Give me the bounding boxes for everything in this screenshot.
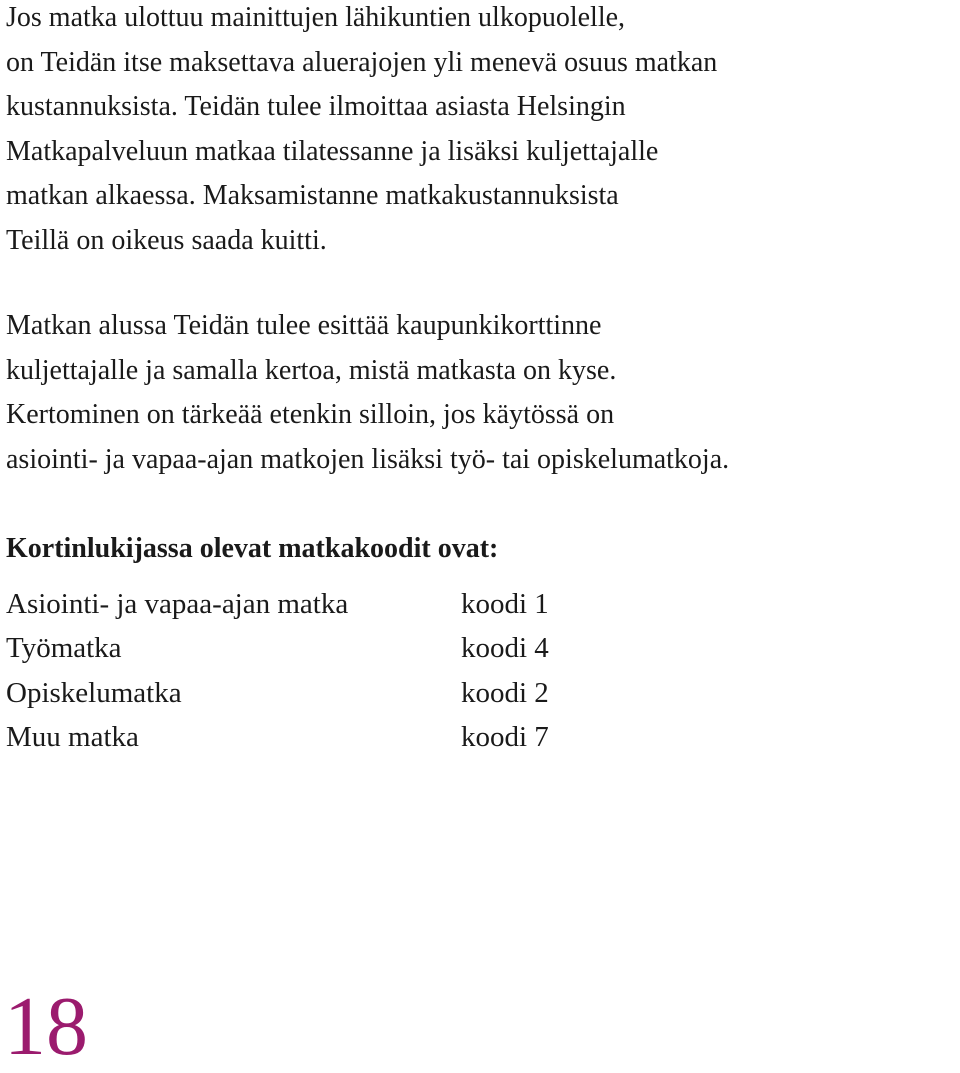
- trip-code: koodi 1: [461, 588, 549, 621]
- trip-type: Työmatka: [6, 632, 122, 665]
- page-number: 18: [4, 980, 88, 1073]
- trip-code: koodi 2: [461, 676, 549, 709]
- codes-heading: Kortinlukijassa olevat matkakoodit ovat:: [6, 533, 499, 564]
- trip-type: Opiskelumatka: [6, 676, 182, 709]
- trip-type: Muu matka: [6, 721, 139, 754]
- trip-type: Asiointi- ja vapaa-ajan matka: [6, 588, 349, 621]
- trip-codes-table: [6, 582, 549, 759]
- paragraph-show-card: Matkan alussa Teidän tulee esittää kaupunkikorttinne kuljettajalle ja samalla kertoa, mistä matkasta on kyse. Kertominen on tärkeää etenkin silloin, jos käytössä on asiointi- ja vapaa-ajan matkojen lisäksi työ- tai opiskelumatkoja.: [6, 310, 730, 475]
- table-row: [6, 582, 549, 626]
- paragraph-travel-costs: Jos matka ulottuu mainittujen lähikuntien ulkopuolelle, on Teidän itse maksettava aluerajojen yli menevä osuus matkan kustannuksista. Teidän tulee ilmoittaa asiasta Helsingin Matkapalveluun matkaa tilatessanne ja lisäksi kuljettajalle matkan alkaessa. Maksamistanne matkakustannuksista Teillä on oikeus saada kuitti.: [6, 2, 718, 256]
- table-row: [6, 715, 549, 759]
- trip-code: koodi 7: [461, 721, 549, 754]
- table-row: [6, 671, 549, 715]
- trip-code: koodi 4: [461, 632, 549, 665]
- table-row: [6, 626, 549, 670]
